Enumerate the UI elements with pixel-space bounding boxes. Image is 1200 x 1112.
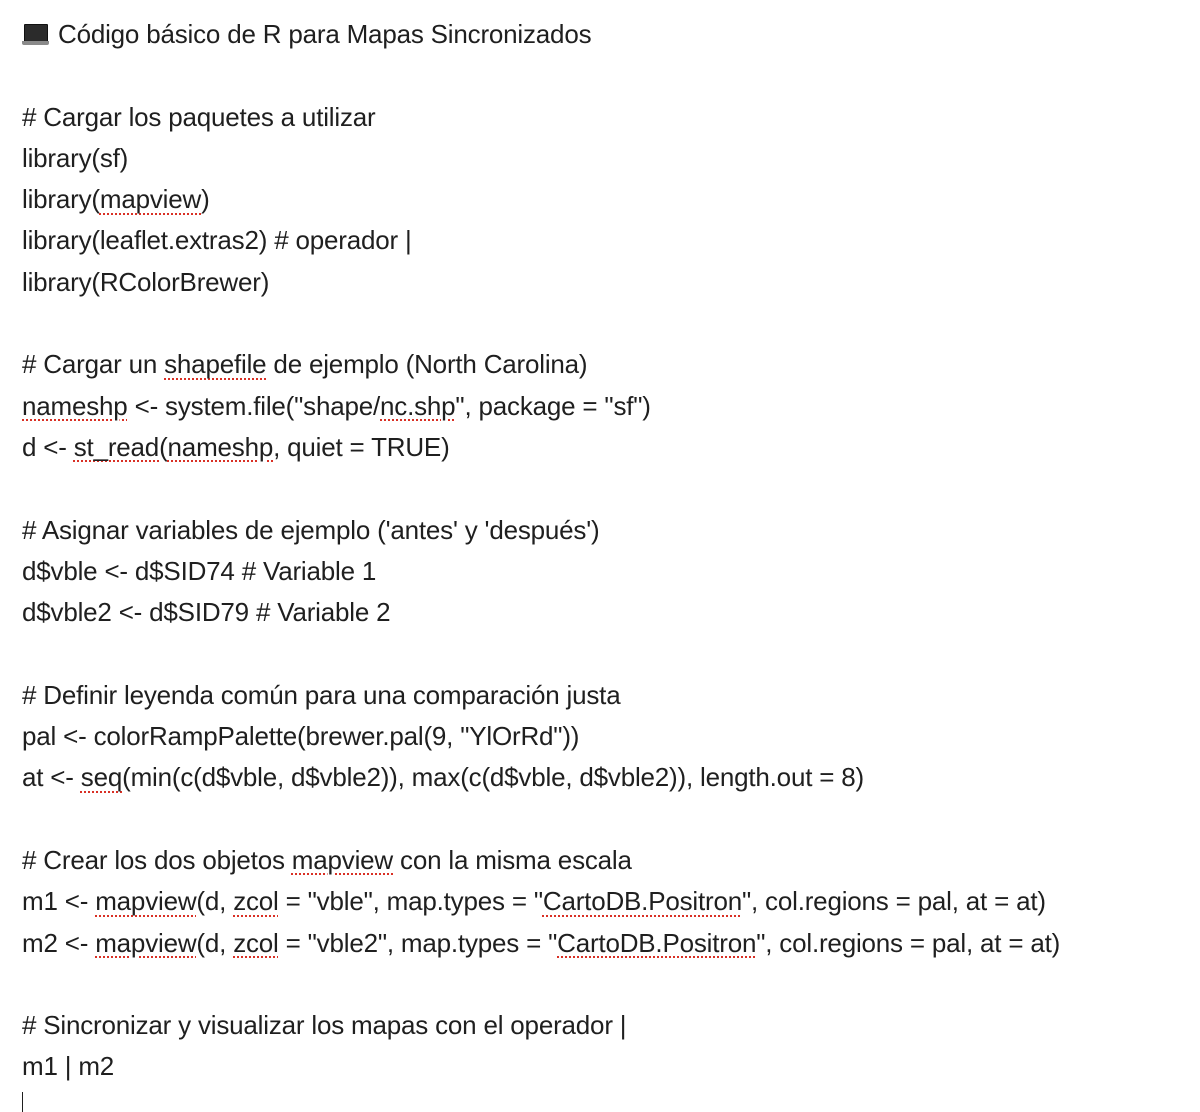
blank-line bbox=[22, 633, 1200, 674]
spellcheck-word[interactable]: mapview bbox=[99, 184, 202, 215]
code-line: d$vble2 <- d$SID79 # Variable 2 bbox=[22, 597, 391, 628]
code-comment: # Crear los dos objetos mapview con la misma escala bbox=[22, 844, 632, 875]
code-line: at <- seq(min(c(d$vble, d$vble2)), max(c(d$vble, d$vble2)), length.out = 8) bbox=[22, 762, 864, 793]
blank-line bbox=[22, 964, 1200, 1005]
code-comment: # Definir leyenda común para una comparación justa bbox=[22, 679, 621, 710]
code-line: nameshp <- system.file("shape/nc.shp", package = "sf") bbox=[22, 390, 651, 421]
code-line: d$vble <- d$SID74 # Variable 1 bbox=[22, 555, 377, 586]
code-line: library(sf) bbox=[22, 142, 129, 173]
spellcheck-word[interactable]: CartoDB.Positron bbox=[542, 886, 742, 917]
spellcheck-word[interactable]: nameshp bbox=[22, 390, 128, 421]
code-line: m2 <- mapview(d, zcol = "vble2", map.types = "CartoDB.Positron", col.regions = pal, at = at) bbox=[22, 927, 1061, 958]
spellcheck-word[interactable]: st_read bbox=[73, 431, 160, 462]
spellcheck-word[interactable]: nc.shp bbox=[380, 390, 456, 421]
blank-line bbox=[22, 468, 1200, 509]
spellcheck-word[interactable]: zcol bbox=[233, 886, 279, 917]
blank-line bbox=[22, 55, 1200, 96]
code-line: library(leaflet.extras2) # operador | bbox=[22, 225, 412, 256]
spellcheck-word[interactable]: CartoDB.Positron bbox=[557, 927, 757, 958]
code-comment: # Cargar los paquetes a utilizar bbox=[22, 101, 376, 132]
spellcheck-word[interactable]: seq bbox=[80, 762, 123, 793]
code-line: d <- st_read(nameshp, quiet = TRUE) bbox=[22, 431, 450, 462]
blank-line bbox=[22, 799, 1200, 840]
code-comment: # Cargar un shapefile de ejemplo (North Carolina) bbox=[22, 349, 588, 380]
blank-line bbox=[22, 303, 1200, 344]
spellcheck-word[interactable]: shapefile bbox=[164, 349, 267, 380]
code-comment: # Sincronizar y visualizar los mapas con el operador | bbox=[22, 1010, 627, 1041]
code-line: m1 | m2 bbox=[22, 1051, 115, 1082]
code-line: m1 <- mapview(d, zcol = "vble", map.types = "CartoDB.Positron", col.regions = pal, at = at) bbox=[22, 886, 1046, 917]
laptop-icon bbox=[22, 22, 50, 48]
document-body[interactable] bbox=[22, 14, 1200, 1088]
document-title bbox=[22, 14, 1200, 55]
code-line: pal <- colorRampPalette(brewer.pal(9, "YlOrRd")) bbox=[22, 721, 580, 752]
spellcheck-word[interactable]: mapview bbox=[95, 886, 197, 917]
spellcheck-word[interactable]: mapview bbox=[95, 927, 197, 958]
spellcheck-word[interactable]: nameshp bbox=[167, 431, 274, 462]
title-text: Código básico de R para Mapas Sincronizados bbox=[58, 19, 592, 49]
code-line: library(mapview) bbox=[22, 184, 210, 215]
text-cursor bbox=[22, 1092, 23, 1112]
code-line: library(RColorBrewer) bbox=[22, 266, 270, 297]
code-comment: # Asignar variables de ejemplo ('antes' y 'después') bbox=[22, 514, 600, 545]
spellcheck-word[interactable]: mapview bbox=[291, 844, 393, 875]
spellcheck-word[interactable]: zcol bbox=[233, 927, 279, 958]
